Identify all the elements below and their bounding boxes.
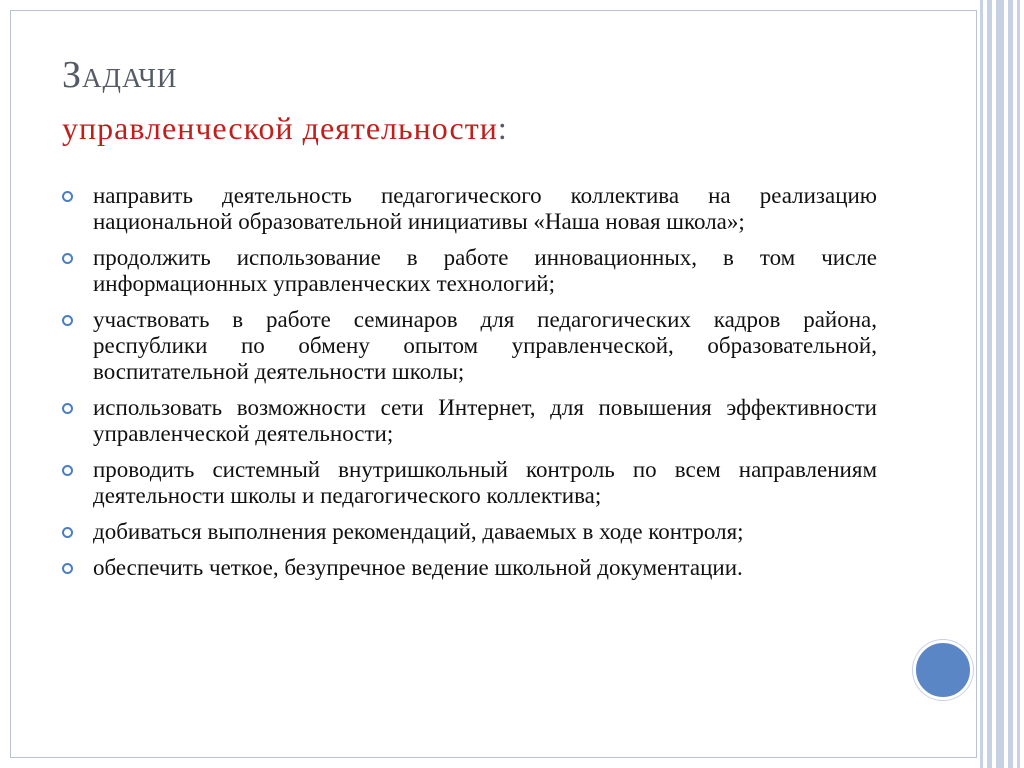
hollow-circle-bullet-icon bbox=[62, 465, 73, 476]
hollow-circle-bullet-icon bbox=[62, 403, 73, 414]
list-item-text: направить деятельность педагогического коллектива на реализацию национальной образовательной инициативы «Наша новая школа»; bbox=[93, 183, 877, 234]
list-item-text: добиваться выполнения рекомендаций, даваемых в ходе контроля; bbox=[93, 519, 744, 544]
list-item bbox=[62, 457, 877, 509]
stripe bbox=[1008, 0, 1013, 768]
slide-title bbox=[62, 56, 922, 144]
stripe bbox=[1017, 0, 1020, 768]
hollow-circle-bullet-icon bbox=[62, 563, 73, 574]
decorative-stripes bbox=[977, 0, 1024, 768]
hollow-circle-bullet-icon bbox=[62, 191, 73, 202]
list-item bbox=[62, 395, 877, 447]
list-item-text: использовать возможности сети Интернет, для повышения эффективности управленческой деятельности; bbox=[93, 395, 877, 446]
blue-circle-icon bbox=[913, 640, 973, 700]
list-item bbox=[62, 245, 877, 297]
hollow-circle-bullet-icon bbox=[62, 253, 73, 264]
list-item-text: проводить системный внутришкольный контроль по всем направлениям деятельности школы и педагогического коллектива; bbox=[93, 457, 877, 508]
list-item bbox=[62, 307, 877, 385]
hollow-circle-bullet-icon bbox=[62, 315, 73, 326]
list-item-text: продолжить использование в работе инновационных, в том числе информационных управленческих технологий; bbox=[93, 245, 877, 296]
hollow-circle-bullet-icon bbox=[62, 527, 73, 538]
stripe bbox=[996, 0, 1004, 768]
task-list bbox=[62, 183, 877, 591]
title-line-2 bbox=[62, 112, 922, 144]
list-item-text: обеспечить четкое, безупречное ведение школьной документации. bbox=[93, 555, 743, 580]
list-item-text: участвовать в работе семинаров для педагогических кадров района, республики по обмену опытом управленческой, образовательной, воспитательной деятельности школы; bbox=[93, 307, 877, 384]
title-colon: : bbox=[497, 110, 508, 146]
title-line-1: Задачи bbox=[62, 54, 178, 96]
stripe bbox=[980, 0, 983, 768]
title-accent-text: управленческой деятельности bbox=[62, 110, 498, 146]
list-item bbox=[62, 183, 877, 235]
stripe bbox=[987, 0, 992, 768]
list-item bbox=[62, 519, 877, 545]
list-item bbox=[62, 555, 877, 581]
